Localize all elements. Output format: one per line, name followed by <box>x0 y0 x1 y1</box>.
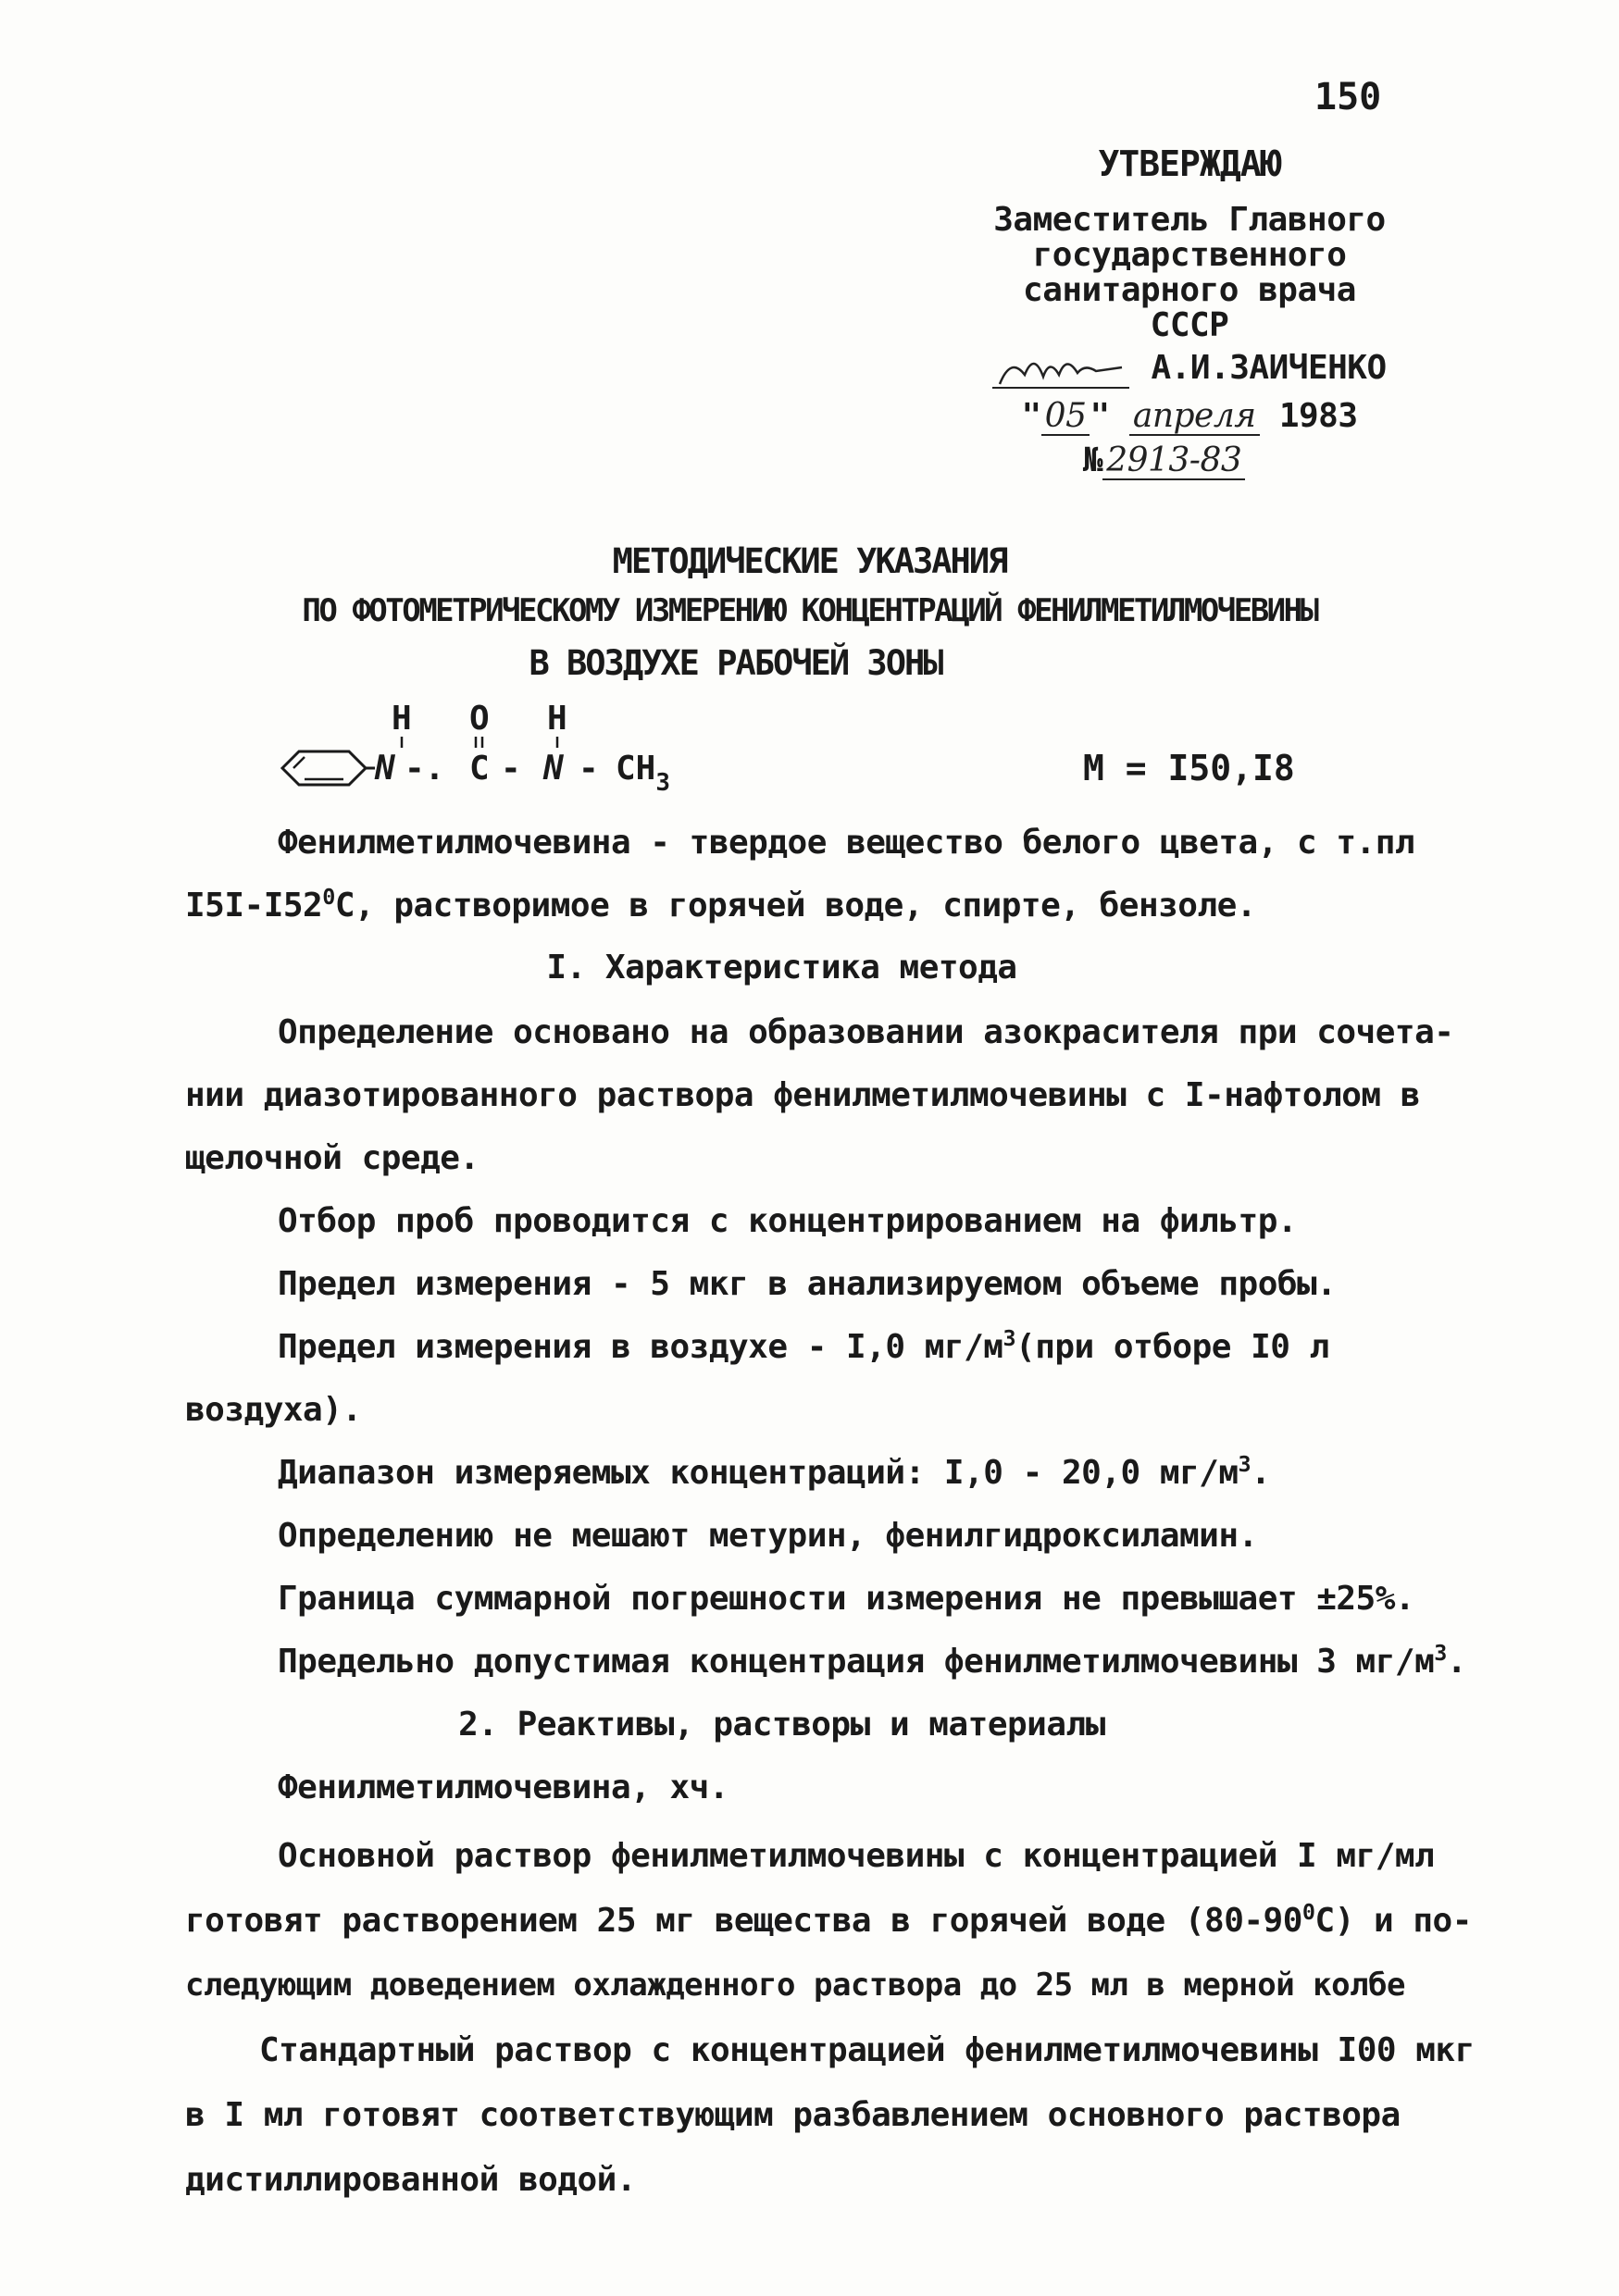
section2-p2-line1: Основной раствор фенилметилмочевины с концентрацией I мг/мл <box>278 1837 1435 1875</box>
section1-p1-line1: Определение основано на образовании азокрасителя при сочета- <box>278 1013 1454 1051</box>
approval-position-line2: государственного <box>1032 236 1347 274</box>
formula-dash1: -. <box>405 750 445 788</box>
formula-n2: N <box>543 750 564 788</box>
date-month: апреля <box>1129 399 1260 436</box>
section2-p2-line2: готовят растворением 25 мг вещества в горячей воде $(80-90^0С)$ и по- <box>185 1899 1472 1940</box>
formula-c: C <box>469 750 490 788</box>
section2-p3-line1: Стандартный раствор с концентрацией фенилметилмочевины I00 мкг <box>259 2031 1475 2069</box>
formula-o: O <box>469 703 490 738</box>
section1-p2: Отбор проб проводится с концентрированием на фильтр. <box>278 1202 1298 1240</box>
section1-p1-line3: щелочной среде. <box>185 1139 479 1177</box>
approval-position-line3: санитарного врача СССР <box>1023 271 1356 344</box>
section2-p3-line3: дистиллированной водой. <box>185 2161 636 2199</box>
date-quote-close: " <box>1090 397 1110 435</box>
benzene-ring-icon <box>282 751 366 785</box>
approval-title: УТВЕРЖДАЮ <box>1098 143 1281 184</box>
section2-p1: Фенилметилмочевина, хч. <box>278 1769 729 1806</box>
approval-signature-line <box>981 347 1398 391</box>
approval-position-line1: Заместитель Главного <box>993 201 1386 239</box>
formula-dash3: - <box>579 750 599 788</box>
handwritten-signature <box>992 347 1131 391</box>
section1-p3: Предел измерения - 5 мкг в анализируемом объеме пробы. <box>278 1265 1337 1303</box>
formula-ch3: $CH_3$ <box>616 750 671 797</box>
formula-dash2: - <box>501 750 521 788</box>
section2-heading: 2. Реактивы, растворы и материалы <box>458 1706 1105 1744</box>
formula-h2: H <box>547 703 567 738</box>
date-quote-open: " <box>1021 397 1041 435</box>
number-prefix: № <box>1083 441 1103 479</box>
date-year: 1983 <box>1278 397 1358 435</box>
section1-p4-line1: Предел измерения в воздухе - I,0 $мг/м^3(при$ отборе I0 л <box>278 1325 1329 1366</box>
title-line-1: МЕТОДИЧЕСКИЕ УКАЗАНИЯ <box>612 541 1007 581</box>
section1-p4-line2: воздуха). <box>185 1391 362 1429</box>
section1-p1-line2: нии диазотированного раствора фенилметилмочевины с I-нафтолом в <box>185 1076 1420 1114</box>
section1-p7: Граница суммарной погрешности измерения не превышает ±25%. <box>278 1580 1415 1618</box>
molecular-weight: М = I50,I8 <box>1083 748 1295 788</box>
section1-p8: Предельно допустимая концентрация фенилметилмочевины 3 $мг/м^3$. <box>278 1640 1467 1681</box>
approval-number <box>981 443 1398 480</box>
title-line-3: В ВОЗДУХЕ РАБОЧЕЙ ЗОНЫ <box>529 643 942 683</box>
section1-p5: Диапазон измеряемых концентраций: I,0 - 20,0 $мг/м^3$. <box>278 1451 1271 1492</box>
structural-formula <box>264 703 745 814</box>
section2-p3-line2: в I мл готовят соответствующим разбавлением основного раствора <box>185 2096 1401 2134</box>
title-line-2: ПО ФОТОМЕТРИЧЕСКОМУ ИЗМЕРЕНИЮ КОНЦЕНТРАЦИЙ ФЕНИЛМЕТИЛМОЧЕВИНЫ <box>302 592 1317 629</box>
date-day: 05 <box>1041 399 1090 436</box>
approval-date <box>981 399 1398 436</box>
formula-n1: N <box>375 750 395 788</box>
page-number: 150 <box>1314 76 1382 118</box>
number-value: 2913-83 <box>1102 443 1245 480</box>
section1-heading: I. Характеристика метода <box>546 949 1017 987</box>
section1-p6: Определению не мешают метурин, фенилгидроксиламин. <box>278 1517 1258 1555</box>
formula-h1: H <box>392 703 412 738</box>
intro-line-1: Фенилметилмочевина - твердое вещество белого цвета, с т.пл <box>278 824 1415 862</box>
intro-line-2: $I5I-I52^0С$, растворимое в горячей воде, спирте, бензоле. <box>185 884 1256 925</box>
approval-signatory: А.И.ЗАИЧЕНКО <box>1151 349 1387 387</box>
section2-p2-line3: следующим доведением охлажденного раствора до 25 мл в мерной колбе <box>185 1967 1406 2004</box>
approval-block <box>981 143 1398 480</box>
